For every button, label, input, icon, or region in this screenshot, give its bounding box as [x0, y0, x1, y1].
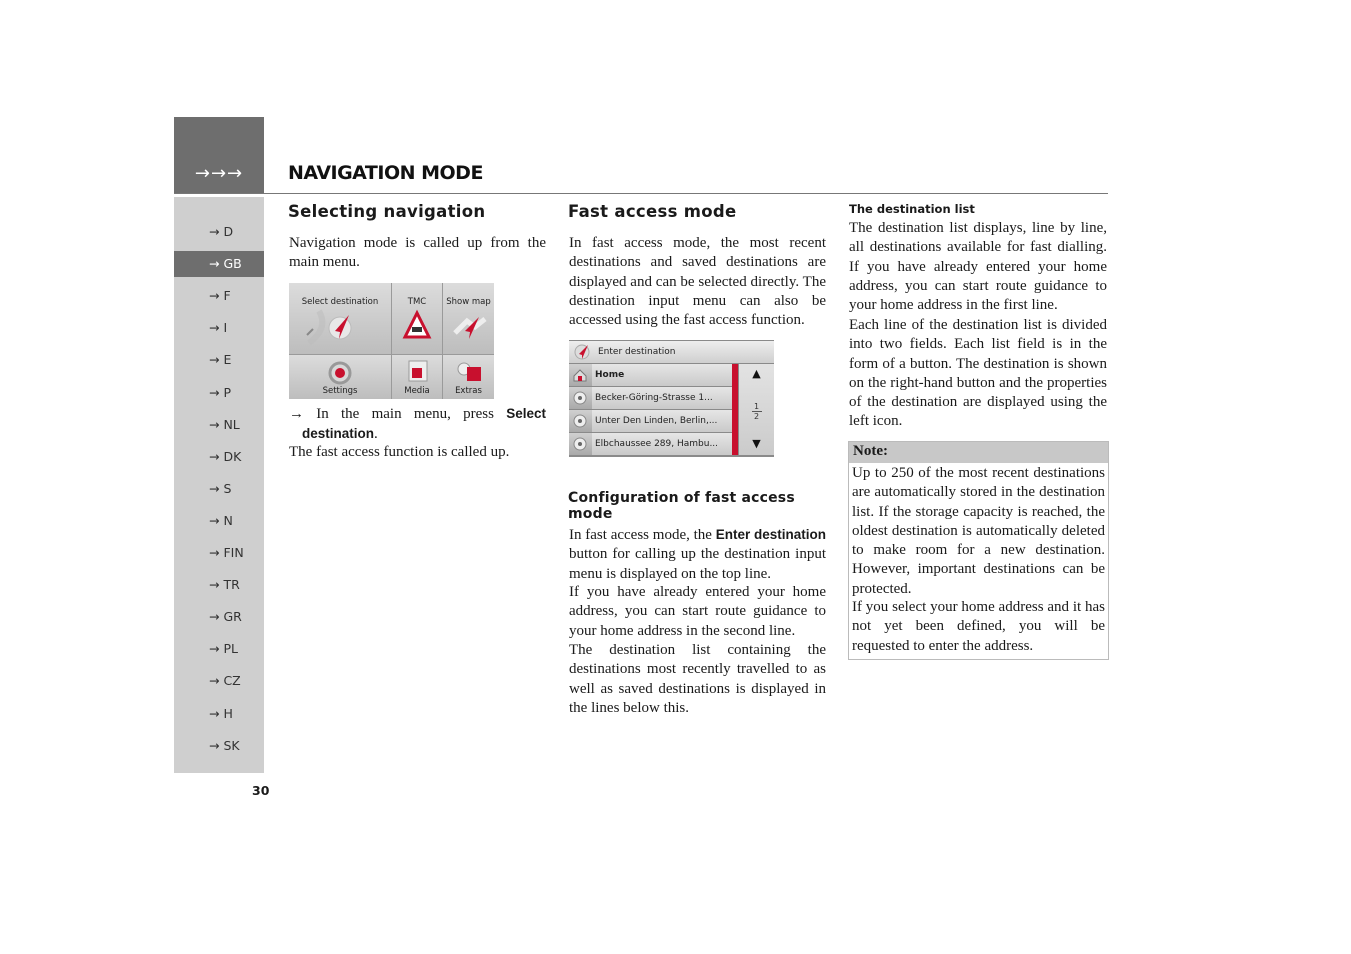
page-number: 30	[252, 783, 270, 798]
tile-tmc	[392, 283, 442, 354]
home-icon	[569, 364, 592, 386]
note-box	[848, 441, 1109, 660]
paragraph-list-fields: Each line of the destination list is divided into two fields. Each list field is in the form of a button. The destination is shown on the right-hand button and the properties of the destination are displayed using the left icon.	[849, 317, 1107, 430]
sidebar-item-language[interactable]: → E	[209, 352, 232, 367]
sidebar-item-language[interactable]: → H	[209, 706, 233, 721]
heading-configuration: Configuration of fast access mode	[568, 490, 795, 522]
sidebar-item-language[interactable]: → I	[209, 320, 228, 335]
map-arrow-icon	[443, 283, 494, 354]
scroll-panel	[739, 364, 774, 455]
recent-destination-icon	[569, 433, 592, 455]
recent-shape	[569, 410, 592, 432]
warning-triangle-icon	[392, 283, 442, 354]
tile-select-destination	[289, 283, 391, 354]
destination-row	[569, 433, 732, 455]
paragraph-result: The fast access function is called up.	[289, 444, 510, 460]
paragraph-home-address: If you have already entered your home address, you can start route guidance to your home address in the second line.	[569, 584, 826, 639]
sidebar-item-language[interactable]: → GB	[174, 251, 264, 277]
note-paragraph-home: If you select your home address and it has not yet been defined, you will be requested to enter the address.	[852, 599, 1105, 654]
sidebar-item-language[interactable]: → N	[209, 513, 233, 528]
compass-arrow-icon	[571, 341, 594, 363]
sidebar-item-language[interactable]: → SK	[209, 738, 240, 753]
destination-label: Elbchaussee 289, Hambu...	[595, 439, 719, 449]
recent-shape	[569, 433, 592, 455]
tile-media	[392, 355, 442, 399]
sidebar-item-language[interactable]: → NL	[209, 417, 240, 432]
paragraph-intro-navigation: Navigation mode is called up from the main menu.	[289, 235, 546, 271]
ui-term-select-destination: Select destination	[302, 406, 546, 442]
sidebar-item-language[interactable]: → DK	[209, 449, 242, 464]
chapter-arrow-box	[174, 117, 264, 193]
destination-row-home	[569, 364, 732, 386]
sidebar-item-language[interactable]: → P	[209, 385, 231, 400]
sidebar-item-language[interactable]: → GR	[209, 609, 242, 624]
compass-arrow-icon	[289, 283, 391, 354]
sidebar-item-language[interactable]: → S	[209, 481, 232, 496]
tile-label: Select destination	[301, 297, 379, 307]
recent-destination-icon	[569, 410, 592, 432]
config-text-suffix: button for calling up the destination input menu is displayed on the top line.	[569, 546, 826, 582]
ui-term-enter-destination: Enter destination	[715, 527, 827, 542]
tile-label: Extras	[455, 386, 482, 396]
title-divider	[174, 193, 1108, 194]
enter-destination-label: Enter destination	[598, 347, 676, 357]
step-text: → In the main menu, press	[289, 406, 507, 422]
destination-label: Home	[595, 370, 625, 380]
paragraph-list-description: The destination list displays, line by line, all destinations available for fast dialling. If you have already entered your home address, you can start route guidance to your home address in the first line.	[849, 220, 1107, 314]
destination-label: Unter Den Linden, Berlin,...	[595, 416, 718, 426]
main-menu-screenshot	[289, 283, 494, 399]
tile-label: TMC	[407, 297, 427, 307]
recent-destination-icon	[569, 387, 592, 409]
page-indicator	[739, 402, 774, 421]
heading-selecting-navigation: Selecting navigation	[288, 202, 486, 221]
instruction-step	[289, 404, 546, 445]
tile-show-map	[443, 283, 494, 354]
sidebar-item-language[interactable]: → F	[209, 288, 231, 303]
step-suffix: .	[374, 426, 378, 443]
chapter-arrows: →→→	[194, 163, 244, 184]
page-current: 1	[753, 402, 760, 411]
destination-label: Becker-Göring-Strasse 1...	[595, 393, 713, 403]
scroll-down-icon: ▼	[752, 437, 761, 450]
destination-row	[569, 410, 732, 432]
paragraph-fast-access-intro: In fast access mode, the most recent destinations and saved destinations are displayed and can be selected directly. The destination input menu can also be accessed using the fast access function.	[569, 235, 826, 329]
tile-label: Show map	[446, 297, 491, 307]
heading-fast-access-mode: Fast access mode	[568, 202, 737, 221]
config-text: In fast access mode, the	[569, 527, 716, 543]
note-paragraph-storage: Up to 250 of the most recent destinations are automatically stored in the destination list. If the storage capacity is reached, the oldest destination is automatically deleted to make room for a new destination. However, important destinations can be protected.	[852, 465, 1105, 597]
note-header	[849, 442, 1108, 463]
paragraph-configuration	[569, 525, 826, 584]
sidebar-item-language[interactable]: → TR	[209, 577, 240, 592]
paragraph-destination-list: The destination list containing the destinations most recently travelled to as well as saved destinations is displayed in the lines below this.	[569, 642, 826, 716]
tile-label: Settings	[322, 386, 358, 396]
sidebar-item-language[interactable]: → FIN	[209, 545, 244, 560]
tile-label: Media	[404, 386, 430, 396]
house-shape	[569, 364, 592, 386]
sidebar-item-language[interactable]: → CZ	[209, 673, 241, 688]
note-title: Note:	[853, 443, 888, 459]
tile-extras	[443, 355, 494, 399]
enter-destination-row	[569, 341, 774, 363]
fast-access-screenshot	[569, 340, 774, 457]
page-title: NAVIGATION MODE	[288, 162, 483, 184]
recent-shape	[569, 387, 592, 409]
language-sidebar	[174, 197, 264, 773]
destination-row	[569, 387, 732, 409]
tile-settings	[289, 355, 391, 399]
heading-destination-list: The destination list	[849, 202, 975, 216]
sidebar-item-language[interactable]: → PL	[209, 641, 238, 656]
page-total: 2	[753, 412, 760, 421]
sidebar-item-language[interactable]: → D	[209, 224, 234, 239]
scroll-up-icon: ▲	[752, 367, 761, 380]
scroll-accent-bar	[732, 364, 738, 455]
